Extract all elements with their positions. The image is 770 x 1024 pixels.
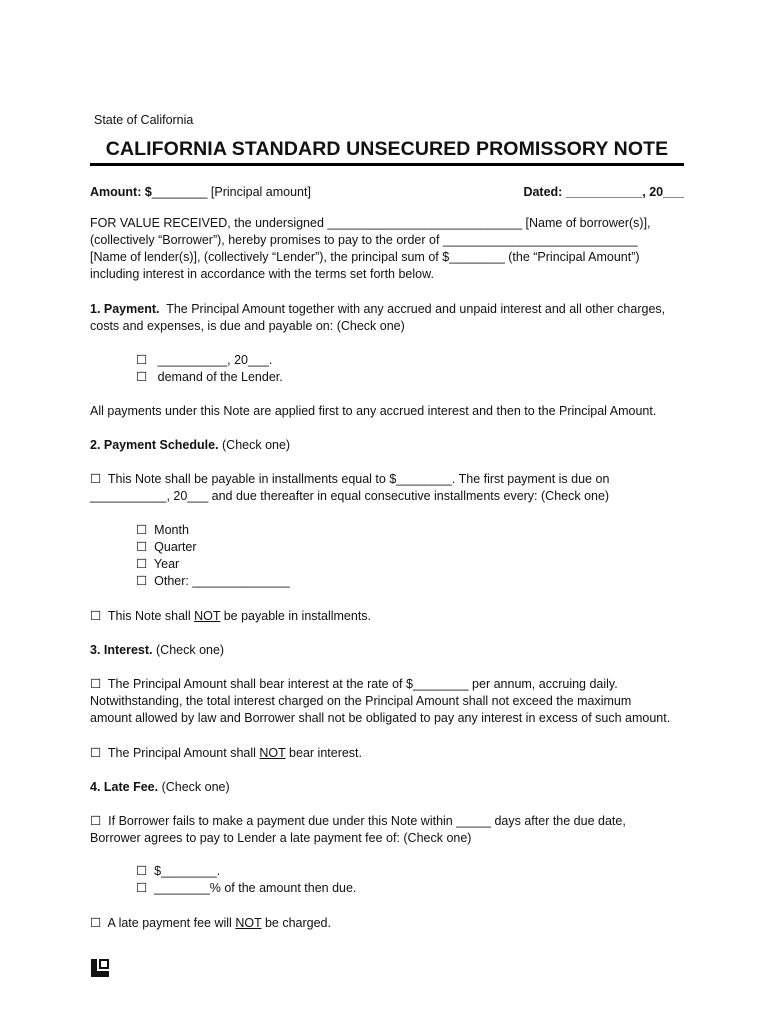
interest-rate-checkbox[interactable]: ☐ The Principal Amount shall bear interest at the rate of $________ per annum, accruing daily. xyxy=(90,677,618,691)
section-payment-schedule xyxy=(90,437,684,454)
late-fee-checkbox[interactable]: ☐ If Borrower fails to make a payment due under this Note within _____ days after the due date, xyxy=(90,814,626,828)
installments-checkbox[interactable]: ☐ This Note shall be payable in installments equal to $________. The first payment is due on xyxy=(90,472,610,486)
intro-line: including interest in accordance with the terms set forth below. xyxy=(90,267,434,281)
frequency-year-checkbox[interactable]: ☐ Year xyxy=(136,557,180,571)
late-fee-percent-checkbox[interactable]: ☐ ________% of the amount then due. xyxy=(136,881,357,895)
intro-line: [Name of lender(s)], (collectively “Lender”), the principal sum of $________ (the “Principal Amount”) xyxy=(90,250,640,264)
intro-line: FOR VALUE RECEIVED, the undersigned ____________________________ [Name of borrower(s)], xyxy=(90,216,651,230)
interest-option xyxy=(90,676,684,727)
no-installments-option[interactable]: ☐ This Note shall NOT be payable in installments. xyxy=(90,609,372,623)
check-one-note: (Check one) xyxy=(152,643,225,657)
late-fee-option xyxy=(90,813,684,847)
section-payment xyxy=(90,301,684,335)
dated-label: Dated: xyxy=(523,185,563,199)
payment-option-demand-checkbox[interactable]: ☐ demand of the Lender. xyxy=(136,370,283,384)
late-fee-text: Borrower agrees to pay to Lender a late payment fee of: (Check one) xyxy=(90,831,472,845)
no-late-fee-option[interactable]: ☐ A late payment fee will NOT be charged. xyxy=(90,916,331,930)
late-fee-flat-checkbox[interactable]: ☐ $________. xyxy=(136,864,221,878)
late-fee-amount-options xyxy=(90,863,684,897)
section-heading: 3. Interest. xyxy=(90,643,153,657)
amount-label: Amount: $ xyxy=(90,185,152,199)
not-emphasis: NOT xyxy=(259,746,286,760)
dated-field xyxy=(523,185,684,199)
check-one-note: (Check one) xyxy=(218,438,291,452)
section-text: The Principal Amount together with any accrued and unpaid interest and all other charges, xyxy=(159,302,666,316)
interest-text: amount allowed by law and Borrower shall not be obligated to pay any interest in excess of such amount. xyxy=(90,711,671,725)
title-underline xyxy=(90,163,684,166)
frequency-options xyxy=(90,522,684,590)
amount-blank: ________ [Principal amount] xyxy=(151,185,311,199)
section-late-fee xyxy=(90,779,684,796)
section-heading: 4. Late Fee. xyxy=(90,780,159,794)
frequency-other-checkbox[interactable]: ☐ Other: ______________ xyxy=(136,574,290,588)
payment-options xyxy=(90,352,684,386)
intro-line: (collectively “Borrower”), hereby promises to pay to the order of ____________________________ xyxy=(90,233,638,247)
frequency-quarter-checkbox[interactable]: ☐ Quarter xyxy=(136,540,197,554)
installments-text: ___________, 20___ and due thereafter in equal consecutive installments every: (Check one) xyxy=(90,489,610,503)
interest-text: Notwithstanding, the total interest charged on the Principal Amount shall not exceed the maximum xyxy=(90,694,632,708)
payment-application-text: All payments under this Note are applied first to any accrued interest and then to the Principal Amount. xyxy=(90,404,657,418)
not-emphasis: NOT xyxy=(235,916,262,930)
intro-paragraph xyxy=(90,215,684,283)
dated-blank: ___________, 20___ xyxy=(562,185,684,199)
payment-option-date-checkbox[interactable]: ☐ __________, 20___. xyxy=(136,353,273,367)
not-emphasis: NOT xyxy=(194,609,221,623)
state-label: State of California xyxy=(94,113,194,127)
section-heading: 2. Payment Schedule. xyxy=(90,438,219,452)
amount-field xyxy=(90,185,311,199)
no-interest-option[interactable]: ☐ The Principal Amount shall NOT bear interest. xyxy=(90,746,363,760)
section-text: costs and expenses, is due and payable on: (Check one) xyxy=(90,319,405,333)
installments-option xyxy=(90,471,684,505)
check-one-note: (Check one) xyxy=(158,780,230,794)
brand-logo-icon xyxy=(90,958,110,978)
document-title: CALIFORNIA STANDARD UNSECURED PROMISSORY NOTE xyxy=(105,138,669,160)
section-heading: 1. Payment. xyxy=(90,302,160,316)
section-interest xyxy=(90,642,684,659)
frequency-month-checkbox[interactable]: ☐ Month xyxy=(136,523,189,537)
